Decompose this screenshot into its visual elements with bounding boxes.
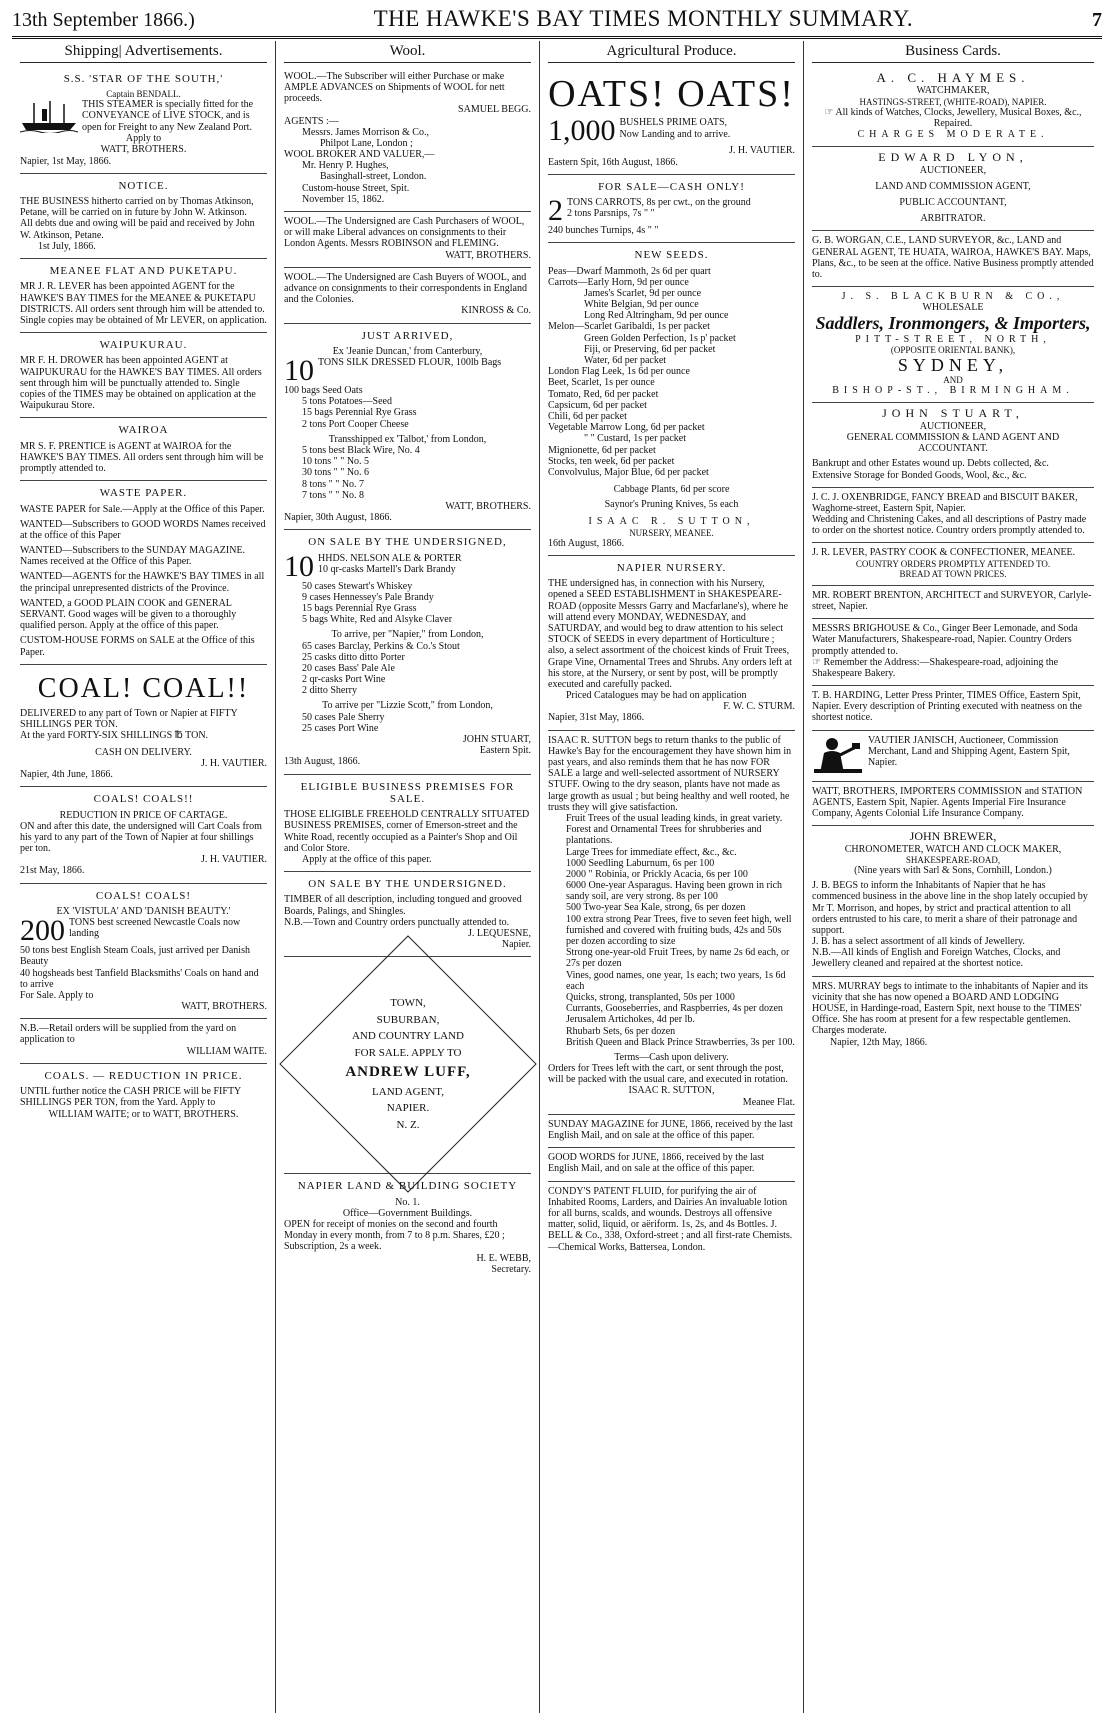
ad-coals-cartage xyxy=(20,787,267,883)
newspaper-title: THE HAWKE'S BAY TIMES MONTHLY SUMMARY. xyxy=(373,6,914,31)
ad-captain: Captain BENDALL. xyxy=(106,89,181,100)
luff-line: FOR SALE. APPLY TO xyxy=(354,1046,461,1059)
ad-line: 15 bags Perennial Rye Grass xyxy=(302,407,417,419)
ad-title: JUST ARRIVED, xyxy=(361,329,454,342)
ad-line: Messrs. James Morrison & Co., xyxy=(302,126,429,138)
ad-place: Meanee Flat. xyxy=(742,1096,795,1108)
seed-item: Convolvulus, Major Blue, 6d per packet xyxy=(548,466,709,478)
card-line xyxy=(812,657,1094,679)
ad-good-words xyxy=(548,1148,795,1181)
luff-line: N. Z. xyxy=(396,1118,419,1131)
ad-item: WANTED—Subscribers to GOOD WORDS Names received at the office of this Paper xyxy=(20,518,266,541)
ad-signature: H. E. WEBB, xyxy=(476,1252,531,1264)
card-trades: Saddlers, Ironmongers, & Importers, xyxy=(815,313,1091,334)
ad-date: 16th August, 1866. xyxy=(548,537,625,549)
ad-signature: WILLIAM WAITE; or to WATT, BROTHERS. xyxy=(48,1108,239,1120)
column-shipping xyxy=(12,41,276,1713)
card-harding xyxy=(812,686,1094,731)
ad-signature: ISAAC R. SUTTON, xyxy=(588,516,755,528)
card-line: J. B. has a select assortment of all kinds of Jewellery. xyxy=(812,936,1025,948)
ad-line: 5 bags White, Red and Alsyke Claver xyxy=(302,614,453,626)
ad-coal xyxy=(20,665,267,787)
ad-body: MR J. R. LEVER has been appointed AGENT for the HAWKE'S BAY TIMES for the MEANEE & PUKETAPU DISTRICTS. All orders sent through him will be attended to. Single copies may be obtained of Mr LEVER, on application. xyxy=(20,281,267,326)
nursery-item: Jerusalem Artichokes, 4d per lb. xyxy=(566,1014,695,1026)
ad-new-seeds xyxy=(548,243,795,556)
card-body: T. B. HARDING, Letter Press Printer, TIMES Office, Eastern Spit, Napier. Every description of Printing executed with neatness on the shortest notice. xyxy=(812,690,1082,724)
nursery-item: Fruit Trees of the usual leading kinds, in great variety. xyxy=(566,812,783,824)
card-line: Bankrupt and other Estates wound up. Debts collected, &c. xyxy=(812,458,1049,470)
card-body: J. B. BEGS to inform the Inhabitants of Napier that he has commenced business in the above line in the shop lately occupied by Mr T. Morrison, and hopes, by strict and practical attention to all orders entrusted to his care, to merit a share of their patronage and support. xyxy=(812,880,1088,936)
seed-item: Carrots—Early Horn, 9d per ounce xyxy=(548,276,689,288)
card-name: EDWARD LYON, xyxy=(878,150,1028,165)
ad-ship: Ex 'Jeanie Duncan,' from Canterbury, xyxy=(332,345,483,357)
card-line: LAND AND COMMISSION AGENT, xyxy=(875,180,1031,192)
ad-waipukurau xyxy=(20,333,267,418)
card-haymes xyxy=(812,67,1094,147)
ad-signature: WATT, BROTHERS. xyxy=(181,1001,267,1013)
ad-title: MEANEE FLAT AND PUKETAPU. xyxy=(49,265,238,277)
ad-line: 8 tons " " No. 7 xyxy=(302,478,365,490)
ad-signature: WATT, BROTHERS. xyxy=(445,249,531,261)
ad-item: WANTED, a GOOD PLAIN COOK and GENERAL SERVANT. Good wages will be given to a thoroughly qualified person. Apply at the office of this paper. xyxy=(20,597,237,632)
ad-line: 25 cases Port Wine xyxy=(302,722,379,734)
ad-napier-nursery xyxy=(548,556,795,731)
card-line: Wedding and Christening Cakes, and all descriptions of Pastry made to order on the shortest notice. Country orders promptly attended to. xyxy=(812,514,1087,537)
ad-title: NOTICE. xyxy=(118,179,169,192)
card-line: AND xyxy=(943,375,963,386)
card-line: COUNTRY ORDERS PROMPTLY ATTENDED TO. xyxy=(855,558,1051,569)
card-body xyxy=(812,107,1094,129)
card-lyon xyxy=(812,147,1094,231)
seed-item: Mignionette, 6d per packet xyxy=(548,444,656,456)
ad-quantity: 2 xyxy=(548,194,563,228)
ad-body: SUNDAY MAGAZINE for JUNE, 1866, received by the last English Mail, and on sale at the office of this paper. xyxy=(548,1118,793,1142)
ad-coals-vistula xyxy=(20,884,267,1020)
columns xyxy=(12,41,1102,1713)
card-line: GENERAL COMMISSION & LAND AGENT AND ACCOUNTANT. xyxy=(846,431,1060,455)
ad-body: DELIVERED to any part of Town or Napier at FIFTY SHILLINGS PER TON. xyxy=(20,708,238,731)
ad-title: COALS. — REDUCTION IN PRICE. xyxy=(44,1069,243,1082)
steamship-icon xyxy=(20,99,78,133)
seed-item: James's Scarlet, 9d per ounce xyxy=(584,287,702,299)
column-header-agricultural: Agricultural Produce. xyxy=(548,41,795,63)
card-oxenbridge xyxy=(812,488,1094,544)
nursery-item: 6000 One-year Asparagus. Having been grown in rich sandy soil, are very strong. 8s per 100 xyxy=(566,880,783,903)
pointing-hand-icon: ☞ xyxy=(812,656,824,668)
luff-line: TOWN, xyxy=(389,997,426,1010)
ad-body: WOOL.—The Undersigned are Cash Purchasers of WOOL, or will make Liberal advances on consignments to their London Agents. Messrs ROBINSON and FLEMING. xyxy=(284,216,525,250)
nursery-item: 500 Two-year Sea Kale, strong, 6s per dozen xyxy=(566,902,746,914)
card-name: A. C. HAYMES. xyxy=(876,69,1030,85)
luff-line: LAND AGENT, xyxy=(371,1085,444,1098)
ad-body: ON and after this date, the undersigned will Cart Coals from his yard to any part of the Town of Napier at four shillings per ton. xyxy=(20,820,262,855)
ad-line: HHDS. NELSON ALE & PORTER xyxy=(318,552,462,564)
card-brewer xyxy=(812,826,1094,976)
ad-line: 65 cases Barclay, Perkins & Co.'s Stout xyxy=(302,640,460,652)
ad-body: N.B.—Retail orders will be supplied from the yard on application to xyxy=(20,1023,237,1046)
ad-line: 20 cases Bass' Pale Ale xyxy=(302,662,395,674)
nursery-item: Strong one-year-old Fruit Trees, by name 2s 6d each, or 27s per dozen xyxy=(566,947,790,970)
card-line: BISHOP-ST., BIRMINGHAM. xyxy=(832,385,1074,397)
ad-line: TONS SILK DRESSED FLOUR, 100lb Bags xyxy=(318,357,502,369)
ad-line: 5 tons best Black Wire, No. 4 xyxy=(302,444,420,456)
card-city: SYDNEY, xyxy=(897,354,1009,375)
ad-arrive: To arrive, per "Napier," from London, xyxy=(331,629,484,641)
ad-orders: Orders for Trees left with the cart, or sent through the post, will be packed with the usual care, and executed in rotation. xyxy=(548,1063,788,1086)
ad-item: WANTED—Subscribers to the SUNDAY MAGAZINE. Names received at the Office of this Paper. xyxy=(20,545,246,568)
seed-item: Tomato, Red, 6d per packet xyxy=(548,388,659,400)
ad-title: WAIROA xyxy=(118,424,169,437)
seed-list xyxy=(548,266,795,479)
card-body: J. C. J. OXENBRIDGE, FANCY BREAD and BISCUIT BAKER, Waghorne-street, Eastern Spit, Napier. xyxy=(812,491,1078,514)
ad-date: Napier, 4th June, 1866. xyxy=(20,769,113,781)
ad-place: NURSERY, MEANEE. xyxy=(629,527,714,538)
ad-meanee xyxy=(20,259,267,333)
ad-waste-paper xyxy=(20,481,267,665)
nursery-item: Large Trees for immediate effect, &c., &c. xyxy=(566,846,737,858)
ad-quantity: 1,000 xyxy=(548,114,616,148)
ad-cash: CASH ON DELIVERY. xyxy=(95,746,192,758)
ad-body: MR S. F. PRENTICE is AGENT at WAIROA for the HAWKE'S BAY TIMES. All orders sent through him will be promptly attended to. xyxy=(20,440,264,474)
ad-body: TIMBER of all description, including tongued and grooved Boards, Palings, and Shingles. xyxy=(284,894,522,917)
ad-line: 2 tons Parsnips, 7s " " xyxy=(567,208,655,220)
card-line: ARBITRATOR. xyxy=(920,213,986,225)
card-line-text: Remember the Address:—Shakespeare-road, adjoining the Shakespeare Bakery. xyxy=(812,656,1059,679)
nursery-item: Vines, good names, one year, 1s each; two years, 1s 6d each xyxy=(566,969,786,992)
ad-notice xyxy=(20,174,267,259)
ad-title: ELIGIBLE BUSINESS PREMISES FOR SALE. xyxy=(300,780,515,805)
card-line: WHOLESALE xyxy=(922,302,984,314)
card-line: PITT-STREET, NORTH, xyxy=(855,333,1051,345)
ad-title: WAIPUKURAU. xyxy=(99,339,188,352)
nursery-item: Quicks, strong, transplanted, 50s per 1000 xyxy=(566,991,735,1003)
card-trade: WATCHMAKER, xyxy=(916,85,990,97)
ad-on-sale-stuart xyxy=(284,530,531,774)
column-agricultural xyxy=(540,41,804,1713)
ad-line: Now Landing and to arrive. xyxy=(619,128,731,140)
seed-item: Chili, 6d per packet xyxy=(548,410,627,422)
ad-title: COALS! COALS!! xyxy=(93,793,194,806)
seed-item: London Flag Leek, 1s 6d per ounce xyxy=(548,366,690,378)
masthead xyxy=(12,6,1102,39)
ad-quantity: 10 xyxy=(284,549,314,583)
ad-place: Napier. xyxy=(501,939,531,951)
card-body-text: All kinds of Watches, Clocks, Jewellery, Musical Boxes, &c., Repaired. xyxy=(835,106,1082,129)
card-line: AUCTIONEER, xyxy=(919,420,987,432)
ad-terms: Terms—Cash upon delivery. xyxy=(614,1051,729,1063)
luff-line: AND COUNTRY LAND xyxy=(351,1030,464,1043)
ad-for-sale-cash xyxy=(548,175,795,244)
seed-item: Green Golden Perfection, 1s p' packet xyxy=(584,332,736,344)
ad-wool-begg xyxy=(284,67,531,212)
ad-body: WOOL.—The Undersigned are Cash Buyers of WOOL, and advance on consignments to their correspondents in England and the Colonies. xyxy=(284,271,527,306)
ad-title: COAL! COAL!! xyxy=(37,672,250,704)
ad-line: 7 tons " " No. 8 xyxy=(302,489,365,501)
ad-quantity: 200 xyxy=(20,914,65,948)
card-blackburn xyxy=(812,287,1094,403)
ad-date: Napier, 30th August, 1866. xyxy=(284,512,392,524)
ad-line: 10 qr-casks Martell's Dark Brandy xyxy=(318,563,456,575)
card-body: WATT, BROTHERS, IMPORTERS COMMISSION and STATION AGENTS, Eastern Spit, Napier. Agents Imperial Fire Insurance Company, Agents Colonial Life Insurance Company. xyxy=(812,785,1083,820)
ad-date: Napier, 31st May, 1866. xyxy=(548,712,645,724)
ad-line: 2 ditto Sherry xyxy=(302,685,357,697)
ad-line: 50 cases Pale Sherry xyxy=(302,711,385,723)
ad-title: ON SALE BY THE UNDERSIGNED. xyxy=(308,878,507,891)
page-number: 7 xyxy=(1091,9,1102,31)
card-line: CHRONOMETER, WATCH AND CLOCK MAKER, xyxy=(844,843,1062,855)
seed-item: Water, 6d per packet xyxy=(584,355,667,367)
card-brenton xyxy=(812,586,1094,619)
ad-wool-kinross xyxy=(284,268,531,324)
nursery-item: British Queen and Black Prince Strawberries, 3s per 100. xyxy=(566,1036,795,1048)
seed-item: Peas—Dwarf Mammoth, 2s 6d per quart xyxy=(548,265,711,277)
nursery-item: 1000 Seedling Laburnum, 6s per 100 xyxy=(566,857,715,869)
ad-item: WANTED—AGENTS for the HAWKE'S BAY TIMES in all the principal unrepresented districts of the Province. xyxy=(20,571,265,594)
ad-signature: ISAAC R. SUTTON, xyxy=(628,1085,715,1097)
pointing-hand-icon: ☞ xyxy=(824,106,836,118)
ad-wairoa xyxy=(20,418,267,481)
ad-line: 100 bags Seed Oats xyxy=(284,385,363,397)
nursery-item: Currants, Gooseberries, and Raspberries, 4s per dozen xyxy=(566,1003,783,1015)
nursery-item: 2000 " Robinia, or Prickly Acacia, 6s per 100 xyxy=(566,868,748,880)
ad-title: WASTE PAPER. xyxy=(99,487,188,500)
ad-title: NAPIER LAND & BUILDING SOCIETY xyxy=(297,1180,518,1193)
ad-signature: SAMUEL BEGG. xyxy=(458,104,531,116)
card-body: J. R. LEVER, PASTRY COOK & CONFECTIONER, MEANEE. xyxy=(812,547,1076,559)
ad-date: Eastern Spit, 16th August, 1866. xyxy=(548,156,678,168)
ad-signature: J. H. VAUTIER. xyxy=(728,145,795,157)
column-wool xyxy=(276,41,540,1713)
ad-line: 25 casks ditto ditto Porter xyxy=(302,651,405,663)
ad-signature: JOHN STUART, xyxy=(462,734,531,746)
ad-arrive: To arrive per "Lizzie Scott," from London, xyxy=(322,700,493,712)
ad-item: CUSTOM-HOUSE FORMS on SALE at the Office of this Paper. xyxy=(20,635,255,658)
ad-line: 15 bags Perennial Rye Grass xyxy=(302,602,417,614)
card-name: J. S. BLACKBURN & CO., xyxy=(841,291,1065,303)
ad-body: THE BUSINESS hitherto carried on by Thomas Atkinson, Petane, will be carried on in future by John W. Atkinson. xyxy=(20,196,254,219)
ad-signature: J. H. VAUTIER. xyxy=(200,854,267,866)
ad-line: Philpot Lane, London ; xyxy=(320,137,413,149)
ad-line: 9 cases Hennessey's Pale Brandy xyxy=(302,591,434,603)
card-body: MRS. MURRAY begs to intimate to the inhabitants of Napier and its vicinity that she has now opened a BOARD AND LODGING HOUSE, in Hardinge-road, Eastern Spit, next house to the 'TIMES' Office. She has room at present for a few respectable gentlemen. Charges moderate. xyxy=(812,980,1088,1037)
ad-place: Eastern Spit. xyxy=(479,745,531,757)
ad-body: GOOD WORDS for JUNE, 1866, received by the last English Mail, and on sale at the office of this paper. xyxy=(548,1152,764,1175)
card-murray xyxy=(812,977,1094,1054)
ad-title: OATS! OATS! xyxy=(548,72,795,115)
card-worgan xyxy=(812,231,1094,287)
seed-item: Melon—Scarlet Garibaldi, 1s per packet xyxy=(548,321,710,333)
ad-signature: J. H. VAUTIER. xyxy=(200,757,267,769)
ad-just-arrived xyxy=(284,324,531,531)
ad-body-2: All debts due and owing will be paid and received by John W. Atkinson, Petane. xyxy=(20,218,255,241)
ad-line: WOOL BROKER AND VALUER,— xyxy=(284,149,435,161)
luff-line: NAPIER. xyxy=(386,1102,429,1115)
ad-line: TONS CARROTS, 8s per cwt., on the ground xyxy=(567,197,751,209)
ad-signature: F. W. C. STURM. xyxy=(723,701,795,713)
ad-body: OPEN for receipt of monies on the second and fourth Monday in every month, from 7 to 8 p.m. Shares, £20 ; Subscription, 2s a week. xyxy=(284,1219,505,1253)
ad-line: 2 tons Port Cooper Cheese xyxy=(302,418,409,430)
ad-sunday-magazine xyxy=(548,1115,795,1148)
ad-body: ISAAC R. SUTTON begs to return thanks to the public of Hawke's Bay for the encouragement they have shown him in past years, and also reminds them that he has now FOR SALE a large and well-selected assortment of NURSERY STUFF. Owing to the dry season, plants have not made as large growth as usual ; but being healthy and well rooted, he trusts they will give satisfaction. xyxy=(548,734,792,813)
ad-line: 50 tons best English Steam Coals, just arrived per Danish Beauty xyxy=(20,945,250,968)
card-vautier xyxy=(812,731,1094,782)
ad-yard-price: At the yard FORTY-SIX SHILLINGS ℔ TON. xyxy=(20,730,209,742)
luff-line: SUBURBAN, xyxy=(376,1013,439,1026)
card-brighouse xyxy=(812,619,1094,686)
seed-item: " " Custard, 1s per packet xyxy=(584,433,687,445)
ad-andrew-luff xyxy=(284,957,531,1174)
ad-wool-watt xyxy=(284,212,531,268)
ad-body: UNTIL further notice the CASH PRICE will be FIFTY SHILLINGS PER TON, from the Yard. Apply to xyxy=(20,1086,241,1109)
seed-item: Beet, Scarlet, 1s per ounce xyxy=(548,377,655,389)
ad-signature: J. LEQUESNE, xyxy=(467,928,531,940)
card-charges: CHARGES MODERATE. xyxy=(857,128,1049,140)
ad-waite xyxy=(20,1019,267,1064)
ad-line: Basinghall-street, London. xyxy=(320,171,427,183)
ad-item: WASTE PAPER for Sale.—Apply at the Office of this Paper. xyxy=(20,503,265,515)
luff-name: ANDREW LUFF, xyxy=(344,1064,471,1081)
card-watt xyxy=(812,782,1094,827)
ad-title: FOR SALE—CASH ONLY! xyxy=(598,180,745,193)
ad-star-of-the-south xyxy=(20,67,267,174)
ad-line: BUSHELS PRIME OATS, xyxy=(619,117,728,129)
nursery-item: Forest and Ornamental Trees for shrubberies and plantations. xyxy=(566,824,762,847)
ad-subtitle: EX 'VISTULA' AND 'DANISH BEAUTY.' xyxy=(56,905,231,917)
ad-body: THE undersigned has, in connection with his Nursery, opened a SEED ESTABLISHMENT in SHAKESPEARE-ROAD (opposite Messrs Garry and Macfarlane's), where he will attend every MONDAY, WEDNESDAY, and SATURDAY, and would beg to draw attention to his select STOCK of SEEDS in every department of Horticulture ; also, a select assortment of the choicest kinds of Fruit Trees, Grape Vine, Ornamental Trees and Shrubs. Any orders left at his store, at the Nursery, or sent by post, will be promptly executed and carefully packed. xyxy=(548,578,792,690)
card-line: PUBLIC ACCOUNTANT, xyxy=(899,196,1007,208)
seed-item: Vegetable Marrow Long, 6d per packet xyxy=(548,422,705,434)
card-line: AUCTIONEER, xyxy=(919,164,987,176)
card-line: N.B.—All kinds of English and Foreign Watches, Clocks, and Jewellery cleaned and repaired at the shortest notice. xyxy=(812,947,1061,970)
card-address: HASTINGS-STREET, (WHITE-ROAD), NAPIER. xyxy=(859,96,1047,107)
card-line: BREAD AT TOWN PRICES. xyxy=(899,568,1007,579)
ad-title: S.S. 'STAR OF THE SOUTH,' xyxy=(63,72,224,85)
card-body: G. B. WORGAN, C.E., LAND SURVEYOR, &c., LAND and GENERAL AGENT, TE HUATA, WAIROA, HAWKE'S BAY. Maps, Plans, &c., to be seen at the office. Native Business promptly attended to. xyxy=(812,235,1094,280)
card-date: Napier, 12th May, 1866. xyxy=(830,1036,928,1048)
seed-item: Fiji, or Preserving, 6d per packet xyxy=(584,343,716,355)
card-body: MR. ROBERT BRENTON, ARCHITECT and SURVEYOR, Carlyle-street, Napier. xyxy=(812,589,1092,612)
card-name: JOHN BREWER, xyxy=(909,829,997,844)
ad-line: Mr. Henry P. Hughes, xyxy=(302,160,389,172)
ad-line: For Sale. Apply to xyxy=(20,989,94,1001)
card-name: JOHN STUART, xyxy=(882,406,1024,421)
ad-line: Custom-house Street, Spit. xyxy=(302,182,410,194)
ad-sutton-nursery xyxy=(548,731,795,1115)
ad-cabbage: Cabbage Plants, 6d per score xyxy=(613,484,730,496)
ad-date: 1st July, 1866. xyxy=(38,240,96,252)
card-line: (OPPOSITE ORIENTAL BANK), xyxy=(890,344,1016,355)
nursery-item: 100 extra strong Pear Trees, five to seven feet high, well furnished and covered with fruiting buds, 42s and 50s per dozen according to size xyxy=(566,913,792,948)
column-header-business-cards: Business Cards. xyxy=(812,41,1094,63)
card-line: SHAKESPEARE-ROAD, xyxy=(905,854,1001,865)
ad-catalogue: Priced Catalogues may be had on application xyxy=(566,690,747,702)
ad-signature: KINROSS & Co. xyxy=(461,305,531,317)
ad-line: 40 hogsheads best Tanfield Blacksmiths' Coals on hand and to arrive xyxy=(20,967,259,990)
ad-knives: Saynor's Pruning Knives, 5s each xyxy=(604,499,739,511)
ad-line: 240 bunches Turnips, 4s " " xyxy=(548,225,659,237)
ad-eligible-premises xyxy=(284,775,531,873)
card-lever xyxy=(812,543,1094,585)
ad-condys-fluid xyxy=(548,1182,795,1259)
ad-body: MR F. H. DROWER has been appointed AGENT at WAIPUKURAU for the HAWKE'S BAY TIMES. All orders sent through him will be punctually attended to. Single copies of the TIMES may be obtained on application at the Waipukurau Store. xyxy=(20,355,262,412)
ad-body: THOSE ELIGIBLE FREEHOLD CENTRALLY SITUATED BUSINESS PREMISES, corner of Emerson-street and the White Road, recently occupied as a Painter's Shop and Oil and Color Store. xyxy=(284,809,530,854)
seed-item: Capsicum, 6d per packet xyxy=(548,399,647,411)
ad-line: 5 tons Potatoes—Seed xyxy=(302,396,392,408)
ad-signature: WATT, BROTHERS. xyxy=(445,500,531,512)
ad-note: N.B.—Town and Country orders punctually attended to. xyxy=(284,916,510,928)
ad-coals-reduction xyxy=(20,1064,267,1126)
ad-quantity: 10 xyxy=(284,354,314,388)
seed-item: Stocks, ten week, 6d per packet xyxy=(548,455,675,467)
ad-role: Secretary. xyxy=(491,1263,531,1275)
ad-office: Office—Government Buildings. xyxy=(342,1207,473,1219)
card-line: (Nine years with Sarl & Sons, Cornhill, London.) xyxy=(854,864,1052,876)
ad-line: 30 tons " " No. 6 xyxy=(302,467,370,479)
issue-date: 13th September 1866.) xyxy=(12,9,195,31)
column-business-cards xyxy=(804,41,1102,1713)
seed-item: Long Red Altringham, 9d per ounce xyxy=(584,310,729,322)
ad-agents: AGENTS :— xyxy=(284,115,339,127)
diamond-text xyxy=(308,995,508,1133)
ad-apply: Apply at the office of this paper. xyxy=(302,853,432,865)
diamond-frame xyxy=(279,936,536,1193)
ad-title: ON SALE BY THE UNDERSIGNED, xyxy=(308,536,507,549)
ad-apply: Apply to xyxy=(125,133,162,145)
card-body: MESSRS BRIGHOUSE & Co., Ginger Beer Lemonade, and Soda Water Manufacturers, Shakespeare-road, Napier. Country Orders promptly attended to. xyxy=(812,623,1078,657)
ad-date: November 15, 1862. xyxy=(302,193,385,205)
card-line: Extensive Storage for Bonded Goods, Wool, &c., &c. xyxy=(812,469,1027,481)
ad-number: No. 1. xyxy=(395,1196,420,1208)
ad-line: TONS best screened Newcastle Coals now landing xyxy=(69,917,241,940)
ad-body: THIS STEAMER is specially fitted for the CONVEYANCE of LIVE STOCK, and is open for Freight to any New Zealand Port. xyxy=(82,99,254,133)
ad-date: 13th August, 1866. xyxy=(284,756,361,768)
ad-date: Napier, 1st May, 1866. xyxy=(20,155,112,167)
seed-item: White Belgian, 9d per ounce xyxy=(584,299,699,311)
card-stuart xyxy=(812,403,1094,487)
ad-subtitle: REDUCTION IN PRICE OF CARTAGE. xyxy=(59,809,228,821)
column-header-wool: Wool. xyxy=(284,41,531,63)
nursery-item: Rhubarb Sets, 6s per dozen xyxy=(566,1025,676,1037)
ad-signature: WATT, BROTHERS. xyxy=(100,144,187,156)
ad-signature: WILLIAM WAITE. xyxy=(186,1045,267,1057)
ad-line: 10 tons " " No. 5 xyxy=(302,456,370,468)
ad-oats xyxy=(548,67,795,175)
ad-body: WOOL.—The Subscriber will either Purchase or make AMPLE ADVANCES on Shipments of WOOL for nett proceeds. xyxy=(284,70,505,105)
ad-line: 50 cases Stewart's Whiskey xyxy=(302,580,413,592)
ad-line: 2 qr-casks Port Wine xyxy=(302,674,386,686)
ad-title: NAPIER NURSERY. xyxy=(616,561,727,574)
auctioneer-figure-icon xyxy=(812,735,864,775)
ad-date: 21st May, 1866. xyxy=(20,865,85,877)
card-body: VAUTIER JANISCH, Auctioneer, Commission Merchant, Land and Shipping Agent, Eastern Spit, Napier. xyxy=(868,734,1070,769)
column-header-shipping: Shipping| Advertisements. xyxy=(20,41,267,63)
ad-body: CONDY'S PATENT FLUID, for purifying the air of Inhabited Rooms, Larders, and Dairies An invaluable lotion for all burns, scalds, and wounds. Destroys all offensive matter, solid, liquid, or aëriform. 1s, 2s, and 4s Bottles. J. BELL & Co., 338, Oxford-street ; and all first-rate Chemists.—Chemical Works, Battersea, London. xyxy=(548,1185,793,1253)
ad-title: NEW SEEDS. xyxy=(634,249,709,262)
ad-title: COALS! COALS! xyxy=(95,889,192,902)
ad-transship: Transshipped ex 'Talbot,' from London, xyxy=(328,433,487,445)
